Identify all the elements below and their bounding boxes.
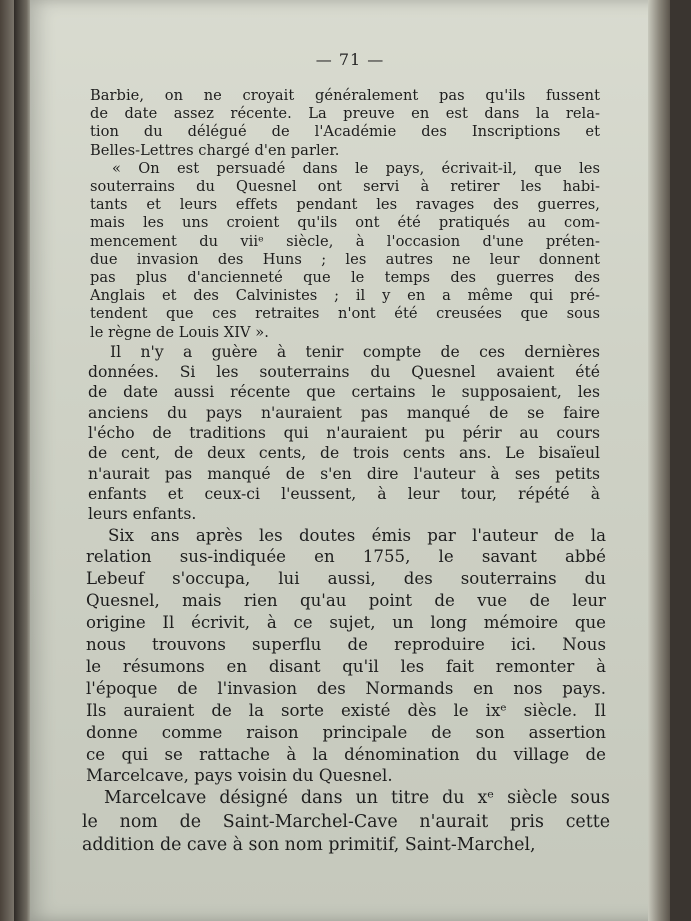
text-line: de date assez récente. La preuve en est dans la rela- <box>90 105 600 123</box>
text-line: tendent que ces retraites n'ont été creusées que sous <box>90 305 600 323</box>
text-line: Il n'y a guère à tenir compte de ces dernières <box>110 342 600 361</box>
book-page <box>30 0 670 921</box>
text-line: leurs enfants. <box>88 505 197 524</box>
text-line: addition de cave à son nom primitif, Saint-Marchel, <box>82 835 536 856</box>
text-line: anciens du pays n'auraient pas manqué de se faire <box>88 403 600 422</box>
paragraph <box>90 87 600 160</box>
text-line: Marcelcave désigné dans un titre du xᵉ siècle sous <box>104 788 610 809</box>
text-line: le règne de Louis XIV ». <box>90 323 269 341</box>
text-line: Ils auraient de la sorte existé dès le ixᵉ siècle. Il <box>86 700 606 720</box>
text-line: Barbie, on ne croyait généralement pas qu'ils fussent <box>90 87 600 104</box>
text-line: l'époque de l'invasion des Normands en nos pays. <box>86 678 606 698</box>
text-line: « On est persuadé dans le pays, écrivait-il, que les <box>112 159 600 177</box>
text-line: l'écho de traditions qui n'auraient pu périr au cours <box>88 424 600 443</box>
page-right-edge <box>648 0 670 921</box>
page-text <box>82 87 610 858</box>
text-line: de date aussi récente que certains le supposaient, les <box>88 383 600 402</box>
text-line: ce qui se rattache à la dénomination du village de <box>86 744 606 764</box>
text-line: Anglais et des Calvinistes ; il y en a même qui pré- <box>90 287 600 305</box>
text-line: origine Il écrivit, à ce sujet, un long mémoire que <box>86 613 606 633</box>
text-line: mencement du viiᵉ siècle, à l'occasion d'une préten- <box>90 232 600 250</box>
text-line: mais les uns croient qu'ils ont été pratiqués au com- <box>90 214 600 232</box>
paragraph <box>88 342 600 525</box>
text-line: enfants et ceux-ci l'eussent, à leur tour, répété à <box>88 484 600 503</box>
text-line: le résumons en disant qu'il les fait remonter à <box>86 656 606 676</box>
text-line: pas plus d'ancienneté que le temps des guerres des <box>90 269 600 287</box>
text-line: Six ans après les doutes émis par l'auteur de la <box>108 525 606 545</box>
paragraph <box>90 160 600 342</box>
text-line: nous trouvons superflu de reproduire ici. Nous <box>86 635 606 655</box>
text-line: n'aurait pas manqué de s'en dire l'auteur à ses petits <box>88 464 600 483</box>
text-line: due invasion des Huns ; les autres ne leur donnent <box>90 250 600 268</box>
text-line: donne comme raison principale de son assertion <box>86 722 606 742</box>
text-line: tion du délégué de l'Académie des Inscriptions et <box>90 123 600 141</box>
text-line: Belles-Lettres chargé d'en parler. <box>90 141 340 159</box>
text-line: Quesnel, mais rien qu'au point de vue de leur <box>86 591 606 611</box>
text-line: le nom de Saint-Marchel-Cave n'aurait pris cette <box>82 811 610 832</box>
page-number: — 71 — <box>315 50 385 69</box>
paragraph <box>86 525 606 788</box>
text-line: données. Si les souterrains du Quesnel avaient été <box>88 363 600 382</box>
text-line: Lebeuf s'occupa, lui aussi, des souterrains du <box>86 569 606 589</box>
text-line: de cent, de deux cents, de trois cents ans. Le bisaïeul <box>88 444 600 463</box>
text-line: relation sus-indiquée en 1755, le savant abbé <box>86 547 606 567</box>
text-line: souterrains du Quesnel ont servi à retirer les habi- <box>90 178 600 196</box>
text-line: tants et leurs effets pendant les ravages des guerres, <box>90 196 600 214</box>
text-line: Marcelcave, pays voisin du Quesnel. <box>86 766 393 786</box>
paragraph <box>82 787 610 858</box>
